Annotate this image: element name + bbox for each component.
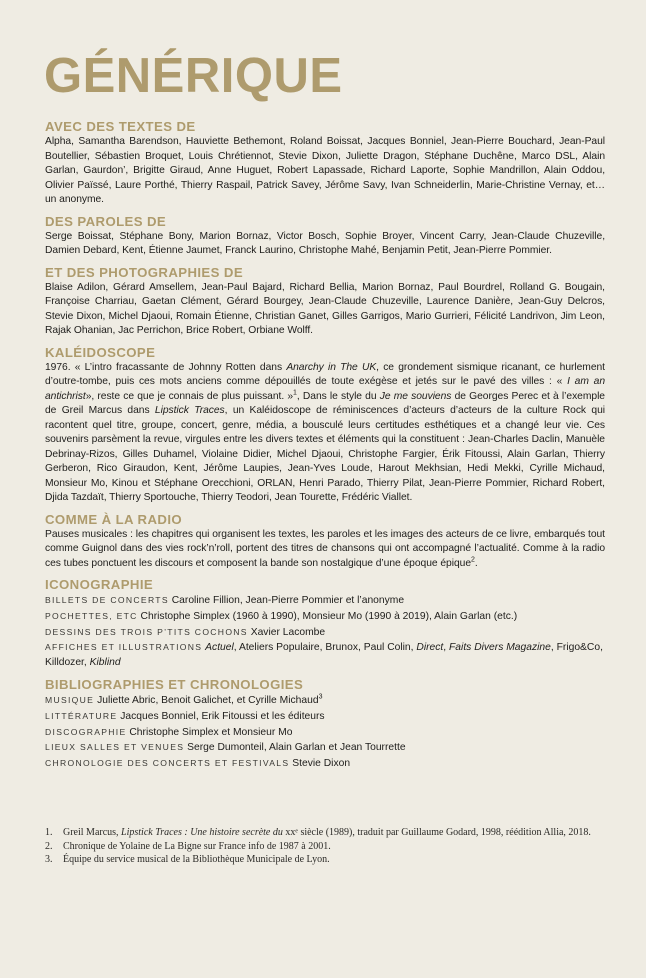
section-body bbox=[45, 528, 605, 572]
credit-line bbox=[45, 693, 605, 709]
section-heading: COMME À LA RADIO bbox=[45, 511, 183, 527]
section-heading: KALÉIDOSCOPE bbox=[45, 344, 156, 360]
credit-line bbox=[45, 725, 605, 741]
credit-text: Jacques Bonniel, Erik Fitoussi et les éditeurs bbox=[117, 710, 325, 722]
italic-title: Faits Divers Magazine bbox=[449, 642, 551, 654]
credit-line bbox=[45, 625, 605, 641]
italic-title: Actuel bbox=[205, 642, 234, 654]
section-kaleidoscope bbox=[45, 344, 605, 506]
text-run: Greil Marcus, bbox=[63, 827, 122, 838]
footnote-number: 2. bbox=[45, 840, 53, 852]
section-heading: BIBLIOGRAPHIES ET CHRONOLOGIES bbox=[45, 676, 304, 692]
credit-line bbox=[45, 609, 605, 625]
footnote-text bbox=[63, 826, 605, 840]
section-body: Blaise Adilon, Gérard Amsellem, Jean-Paul Bajard, Richard Bellia, Marion Bornaz, Paul Bourdrel, Rolland G. Bougain, Françoise Charriau, Gaetan Clément, Gérard Bourgey, Jean-Claude Chuzeville, Laurence Danière, Jean-Guy Delcros, Stevie Dixon, Michel Djaoui, Romain Étienne, Christian Ganet, Gilles Garrigos, Mario Gurrieri, Félicité Landrivon, Jim Leon, Rajak Ohanian, Jac Perrichon, Brice Robert, Orbiane Wolff. bbox=[45, 281, 605, 336]
footnote-item bbox=[45, 826, 605, 840]
section-radio bbox=[45, 511, 605, 572]
credit-line bbox=[45, 593, 605, 609]
page-title: GÉNÉRIQUE bbox=[44, 49, 343, 103]
credit-label: LITTÉRATURE bbox=[45, 710, 118, 721]
text-run: Pauses musicales : les chapitres qui organisent les textes, les paroles et les images des acteurs de ce livre, embarqués tout comme Guignol dans des vies rock’n’roll, portent des titres de chansons qui ont accompagné l’actualité. Comme à la radio ces tubes ponctuent les discours et composent la bande son nostalgique d’une époque épique bbox=[45, 528, 605, 569]
italic-title: Je me souviens bbox=[379, 390, 452, 402]
text-run: . bbox=[474, 557, 478, 569]
footnote-ref[interactable]: 1 bbox=[293, 389, 297, 397]
footnote-ref[interactable]: 2 bbox=[471, 556, 475, 564]
credit-label: LIEUX SALLES ET VENUES bbox=[45, 742, 185, 753]
credit-text: Caroline Fillion, Jean-Pierre Pommier et l’anonyme bbox=[168, 595, 405, 606]
credit-text: Juliette Abric, Benoit Galichet, et Cyrille Michaud bbox=[94, 694, 319, 706]
italic-title: I am an antichrist bbox=[45, 376, 605, 402]
credit-text: , Frigo&Co, Killdozer, bbox=[45, 642, 603, 669]
section-paroles bbox=[45, 213, 605, 259]
credit-line bbox=[45, 756, 605, 772]
text-run: xxᵉ siècle (1989), traduit par Guillaume Godard, 1998, réédition Allia, 2018. bbox=[282, 827, 591, 838]
text-run: », reste ce que je connais de plus puissant. » bbox=[85, 390, 294, 402]
italic-title: Kiblind bbox=[89, 657, 121, 669]
footnote-item bbox=[45, 840, 605, 854]
italic-title: Anarchy in The UK bbox=[286, 361, 377, 373]
footnote-number: 1. bbox=[45, 827, 53, 838]
credit-label: CHRONOLOGIE DES CONCERTS ET FESTIVALS bbox=[45, 758, 290, 769]
credit-label: BILLETS DE CONCERTS bbox=[45, 595, 169, 605]
credit-text: Christophe Simplex et Monsieur Mo bbox=[126, 726, 293, 738]
text-run: , Dans le style du bbox=[296, 390, 380, 402]
text-run: , ce grondement sismique ricanant, ce hurlement d’outre-tombe, puis ces mots anciens comme dépouillés de toute exégèse et jetés sur le pavé des villes : « bbox=[45, 361, 605, 387]
credit-line bbox=[45, 640, 605, 671]
credit-text: Christophe Simplex (1960 à 1990), Monsieur Mo (1990 à 2019), Alain Garlan (etc.) bbox=[137, 610, 518, 622]
footnote-number: 3. bbox=[45, 854, 53, 866]
section-heading: ET DES PHOTOGRAPHIES DE bbox=[45, 264, 244, 280]
credits-content bbox=[45, 118, 605, 777]
section-heading: AVEC DES TEXTES DE bbox=[45, 119, 196, 134]
section-body bbox=[45, 361, 605, 506]
credit-text: Xavier Lacombe bbox=[247, 626, 326, 638]
credit-label: MUSIQUE bbox=[45, 694, 95, 705]
text-run: 1976. « L’intro fracassante de Johnny Rotten dans bbox=[45, 361, 287, 373]
italic-title: Lipstick Traces : Une histoire secrète du bbox=[121, 827, 283, 838]
section-heading: DES PAROLES DE bbox=[45, 213, 167, 229]
section-photographies bbox=[45, 264, 605, 339]
italic-title: Lipstick Traces bbox=[154, 405, 225, 416]
section-body: Serge Boissat, Stéphane Bony, Marion Bornaz, Victor Bosch, Sophie Broyer, Vincent Carry, Jean-Claude Chuzeville, Damien Debard, Kent, Étienne Jaumet, Franck Laurino, Christophe Mahé, Benjamin Petit, Jean-Pierre Pommier. bbox=[45, 230, 605, 256]
text-run: de Georges Perec et à l’exemple de Greil Marcus dans bbox=[45, 390, 605, 416]
credit-label: AFFICHES ET ILLUSTRATIONS bbox=[45, 642, 203, 653]
text-run: , un Kaléidoscope de réminiscences d’acteurs d’acteurs de la culture Rock qui racontent quel titre, groupe, concert, genre, média, a bousculé leurs certitudes esthétiques et a changé leur vie. Ces souvenirs parsèment la revue, virgules entre les divers textes et éléments qui la constituent : Jean-Charles Daclin, Manuèle Debrinay-Rizos, Gilles Duhamel, Violaine Didier, Michel Djaoui, Christophe Fargier, Érik Fitoussi, Alain Garlan, Thierry Gerberon, Rico Giraudon, Kent, Jérôme Laupies, Jean-Yves Loude, Harout Mekhsian, Hedi Mekki, Cyrille Michaud, Monsieur Mo, Kinou et Stéphane Orecchioni, ORLAN, Henri Parado, Thierry Pilat, Jean-Pierre Pommier, Richard Robert, Djida Tazdaït, Thierry Sportouche, Thierry Teodori, Jean Tourette, Frédéric Viallet. bbox=[45, 405, 605, 503]
credit-label: DESSINS DES TROIS P’TITS COCHONS bbox=[45, 626, 248, 637]
section-body: Alpha, Samantha Barendson, Hauviette Bethemont, Roland Boissat, Jacques Bonniel, Jean-Pierre Bouchard, Jean-Paul Boutellier, Sébastien Broquet, Louis Chrétiennot, Stevie Dixon, Juliette Dragon, Stéphane Duchêne, Marco DSL, Alain Garlan, Gaurdon’, Brigitte Giraud, Anne Huguet, Robert Lapassade, Richard Laporte, Sophie Mandrillon, Alain Oddou, Olivier Païssé, Laure Porthé, Thierry Raspail, Patrick Savey, Jérôme Savy, Ivan Schneiderlin, Marie-Christine Vernay, et… un anonyme. bbox=[45, 136, 605, 205]
credit-line bbox=[45, 709, 605, 725]
credit-text: Stevie Dixon bbox=[289, 758, 351, 770]
footnote-text: Chronique de Yolaine de La Bigne sur France info de 1987 à 2001. bbox=[63, 840, 331, 852]
section-textes bbox=[45, 118, 605, 208]
footnote-item bbox=[45, 853, 605, 867]
credit-text: , bbox=[443, 642, 450, 654]
footnote-text: Équipe du service musical de la Bibliothèque Municipale de Lyon. bbox=[63, 854, 330, 866]
credit-label: POCHETTES, ETC bbox=[45, 610, 138, 621]
section-heading: ICONOGRAPHIE bbox=[45, 577, 154, 592]
section-bibliographies bbox=[45, 676, 605, 772]
footnote-ref[interactable]: 3 bbox=[318, 693, 323, 701]
italic-title: Direct bbox=[416, 642, 444, 654]
credit-text: , Ateliers Populaire, Brunox, Paul Colin, bbox=[233, 642, 417, 654]
section-iconographie bbox=[45, 576, 605, 671]
credit-label: DISCOGRAPHIE bbox=[45, 726, 127, 737]
credit-text: Serge Dumonteil, Alain Garlan et Jean Tourrette bbox=[184, 742, 406, 754]
footnotes bbox=[45, 826, 605, 867]
credit-line bbox=[45, 740, 605, 756]
